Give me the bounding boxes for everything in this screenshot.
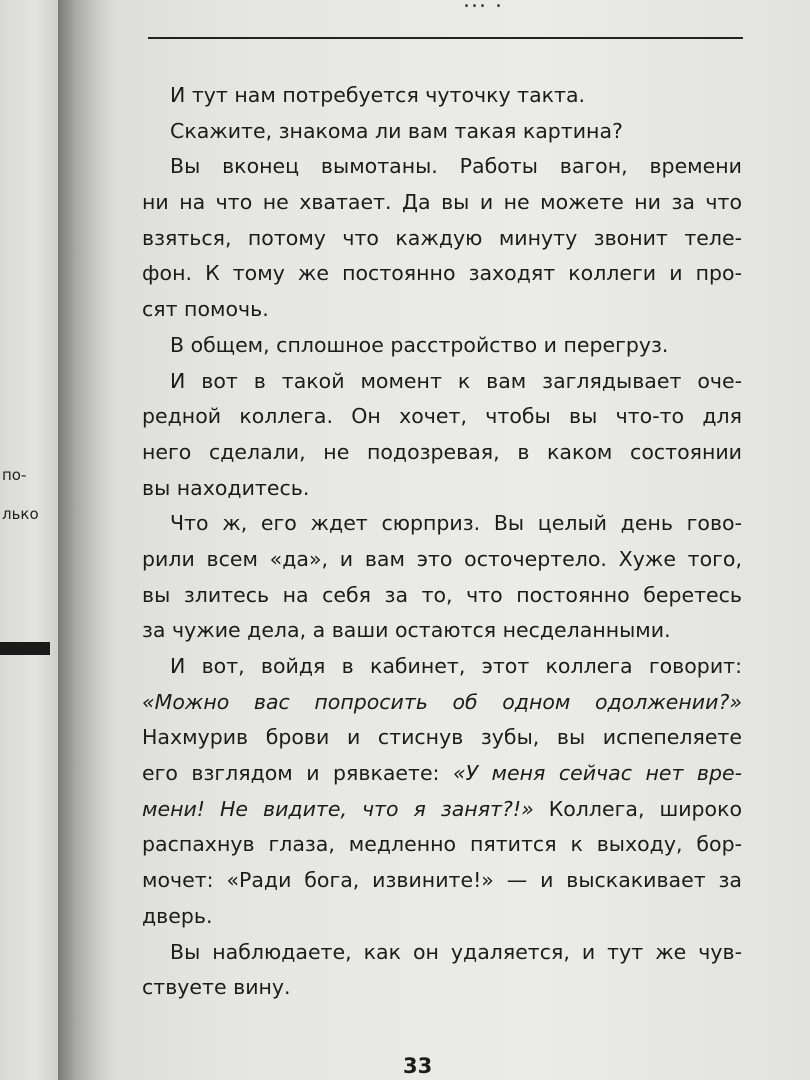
text-line: Вы наблюдаете, как он удаляется, и тут же чув-: [170, 939, 742, 964]
quote-text: «Можно вас попросить об одном одолжении?»: [142, 689, 742, 714]
header-rule: [148, 37, 743, 39]
text-line: за чужие дела, а ваши остаются несделанными.: [142, 618, 671, 643]
text-line: Вы вконец вымотаны. Работы вагон, времени: [170, 154, 742, 179]
text-line: фон. К тому же постоянно заходят коллеги и про-: [142, 261, 742, 286]
text-line: мочет: «Ради бога, извините!» — и выскакивает за: [142, 868, 742, 893]
text-line: [142, 756, 742, 792]
text-line: [142, 792, 742, 828]
text-line: Что ж, его ждет сюрприз. Вы целый день гово-: [170, 511, 742, 536]
italic-run: мени! Не видите, что я занят?!»: [142, 796, 534, 821]
left-page-black-bar: [0, 642, 50, 655]
text-line: вы находитесь.: [142, 475, 310, 500]
header-fragment: ... .: [463, 0, 503, 13]
text-line: И тут нам потребуется чуточку такта.: [170, 83, 586, 107]
book-gutter: [58, 0, 118, 1080]
text-line: распахнув глаза, медленно пятится к выходу, бор-: [142, 832, 742, 857]
page-number: 33: [403, 1054, 433, 1078]
quote-line: [142, 685, 742, 721]
text-line: взяться, потому что каждую минуту звонит теле-: [142, 225, 742, 250]
text-line: Нахмурив брови и стиснув зубы, вы испепеляете: [142, 725, 742, 750]
text-run: его взглядом и рявкаете:: [142, 761, 453, 786]
text-line: сят помочь.: [142, 297, 269, 322]
text-line: И вот в такой момент к вам заглядывает оче-: [170, 368, 742, 393]
body-text: [142, 78, 742, 1006]
text-line: него сделали, не подозревая, в каком состоянии: [142, 439, 742, 464]
text-line: рили всем «да», и вам это осточертело. Хуже того,: [142, 546, 742, 571]
text-line: редной коллега. Он хочет, чтобы вы что-то для: [142, 404, 742, 429]
italic-run: «У меня сейчас нет вре-: [452, 761, 742, 786]
text-line: дверь.: [142, 903, 213, 928]
book-page: [118, 0, 810, 1080]
left-page-fragment: по-: [2, 466, 27, 484]
previous-page: [0, 0, 58, 1080]
text-line: И вот, войдя в кабинет, этот коллега говорит:: [170, 654, 742, 678]
left-page-fragment: лько: [2, 505, 39, 523]
text-line: В общем, сплошное расстройство и перегруз.: [170, 332, 669, 357]
text-run: Коллега, широко: [533, 796, 743, 821]
text-line: Скажите, знакома ли вам такая картина?: [170, 118, 623, 143]
text-line: ствуете вину.: [142, 975, 291, 1000]
text-line: вы злитесь на себя за то, что постоянно беретесь: [142, 582, 742, 607]
text-line: ни на что не хватает. Да вы и не можете ни за что: [142, 190, 742, 215]
